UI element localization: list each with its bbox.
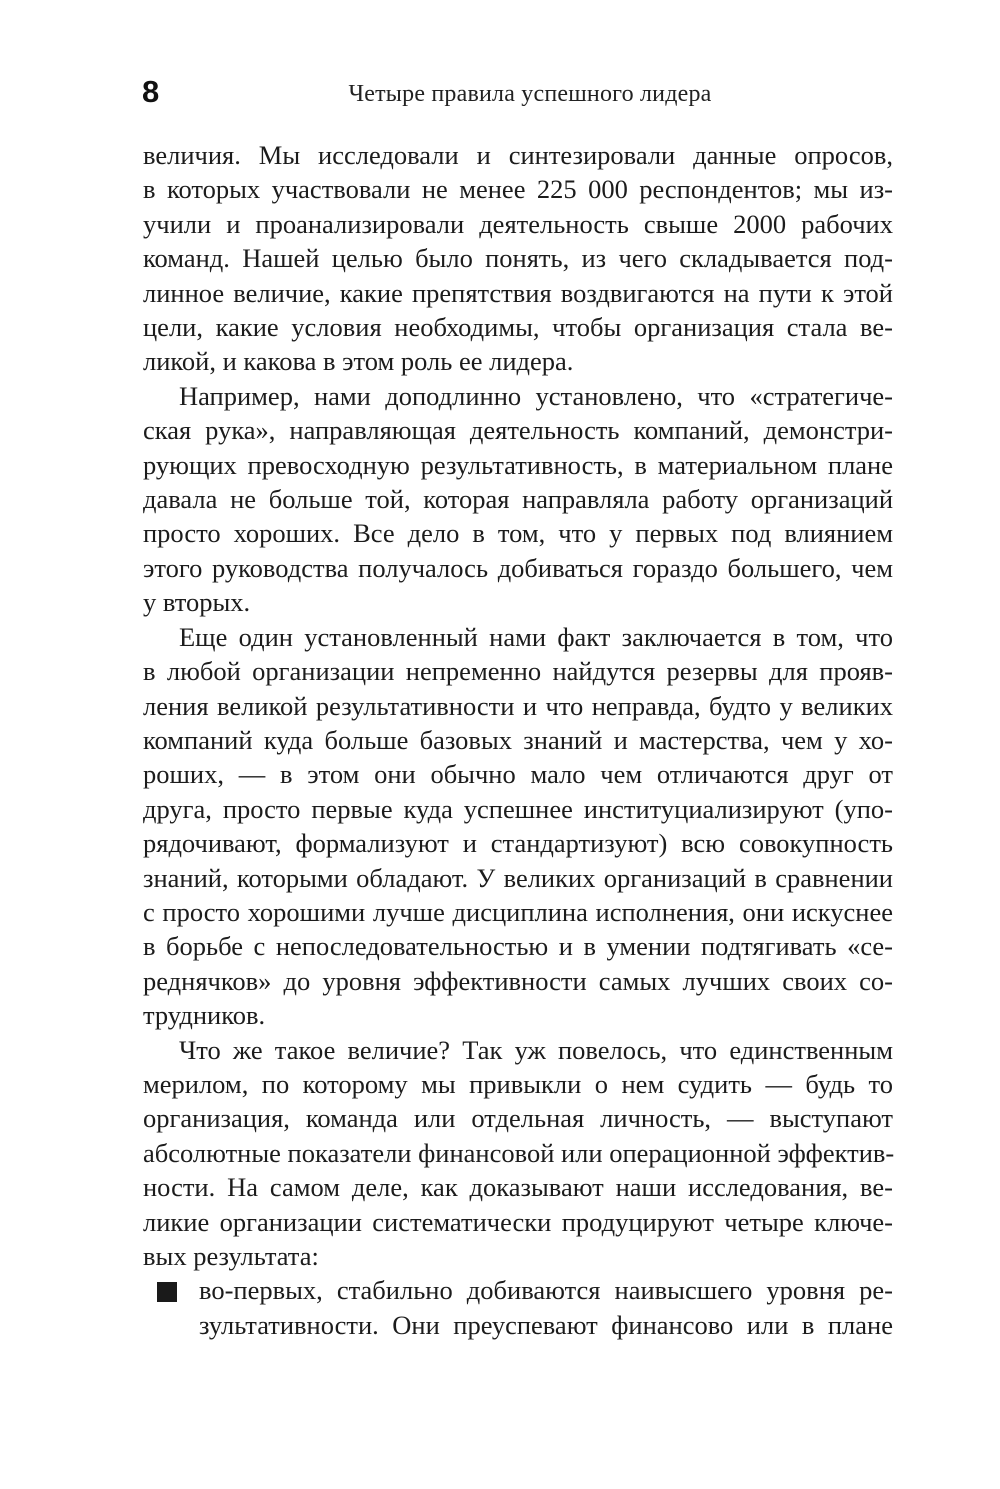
text-line: организация, команда или отдельная личность, — выступают <box>143 1103 893 1134</box>
text-line: ская рука», направляющая деятельность компаний, демонстри- <box>143 415 893 446</box>
text-line: абсолютные показатели финансовой или операционной эффектив- <box>143 1137 895 1168</box>
text-line: в которых участвовали не менее 225 000 респондентов; мы из- <box>143 174 893 205</box>
text-line: компаний куда больше базовых знаний и мастерства, чем у хо- <box>143 724 893 755</box>
text-line: мерилом, по которому мы привыкли о нем судить — будь то <box>143 1068 893 1099</box>
text-line: линное величие, какие препятствия воздвигаются на пути к этой <box>143 277 893 308</box>
text-line: просто хороших. Все дело в том, что у первых под влиянием <box>143 518 893 549</box>
paragraph <box>143 138 893 379</box>
text-line: реднячков» до уровня эффективности самых лучших своих со- <box>143 965 893 996</box>
paragraph <box>143 379 893 620</box>
page-number: 8 <box>142 74 160 109</box>
square-bullet-icon <box>157 1282 177 1302</box>
text-line: трудников. <box>143 1000 266 1031</box>
text-line: друга, просто первые куда успешнее институциализируют (упо- <box>143 793 893 824</box>
text-line: ления великой результативности и что неправда, будто у великих <box>143 690 893 721</box>
text-line: Например, нами доподлинно установлено, что «стратегиче- <box>179 380 893 411</box>
paragraph <box>143 620 893 1033</box>
text-line: ликие организации систематически продуцируют четыре ключе- <box>143 1206 893 1237</box>
text-line: учили и проанализировали деятельность свыше 2000 рабочих <box>143 208 893 239</box>
text-line: давала не больше той, которая направляла работу организаций <box>143 484 893 515</box>
text-line: зультативности. Они преуспевают финансово или в плане <box>199 1309 893 1340</box>
running-head: Четыре правила успешного лидера <box>348 81 712 107</box>
text-line: знаний, которыми обладают. У великих организаций в сравнении <box>143 862 893 893</box>
text-line: ности. На самом деле, как доказывают наши исследования, ве- <box>143 1172 893 1203</box>
text-line: в любой организации непременно найдутся резервы для прояв- <box>143 656 893 687</box>
text-line: рядочивают, формализуют и стандартизуют) всю совокупность <box>143 828 893 859</box>
text-line: с просто хорошими лучше дисциплина исполнения, они искуснее <box>143 896 893 927</box>
text-line: во-первых, стабильно добиваются наивысшего уровня ре- <box>199 1275 893 1306</box>
text-line: Еще один установленный нами факт заключается в том, что <box>179 621 893 652</box>
text-line: у вторых. <box>143 587 251 618</box>
text-line: этого руководства получалось добиваться гораздо большего, чем <box>143 552 893 583</box>
text-line: Что же такое величие? Так уж повелось, что единственным <box>179 1034 893 1065</box>
text-line: цели, какие условия необходимы, чтобы организация стала ве- <box>143 312 893 343</box>
text-line: роших, — в этом они обычно мало чем отличаются друг от <box>143 759 893 790</box>
text-line: вых результата: <box>143 1241 319 1271</box>
text-line: величия. Мы исследовали и синтезировали данные опросов, <box>143 140 893 170</box>
bullet-list-item <box>143 1273 893 1342</box>
paragraph <box>143 1033 893 1274</box>
text-line: ликой, и какова в этом роль ее лидера. <box>143 346 574 377</box>
body-text <box>143 138 893 1342</box>
text-line: команд. Нашей целью было понять, из чего складывается под- <box>143 243 893 274</box>
text-line: рующих превосходную результативность, в материальном плане <box>143 449 893 480</box>
text-line: в борьбе с непоследовательностью и в умении подтягивать «се- <box>143 931 893 962</box>
